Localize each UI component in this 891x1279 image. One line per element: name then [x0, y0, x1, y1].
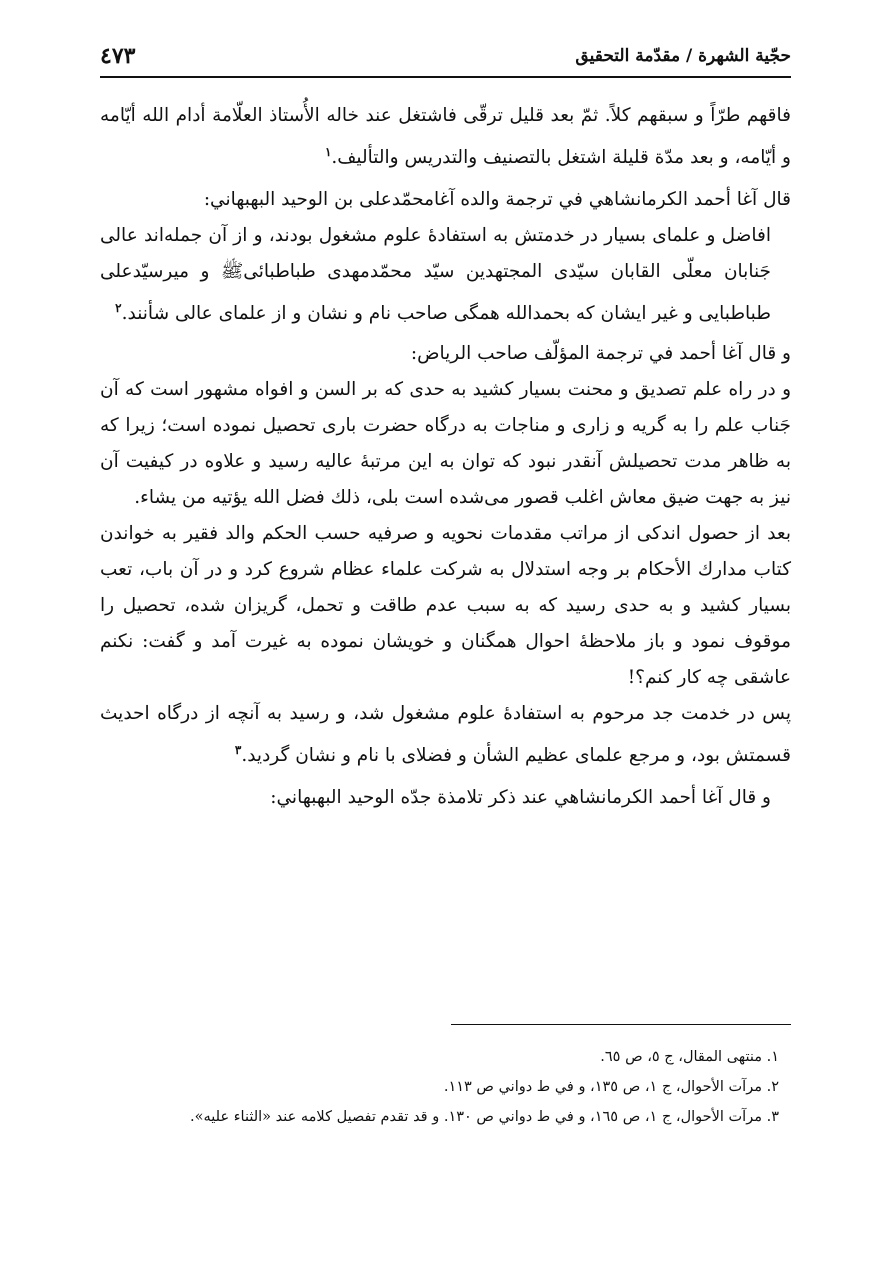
- paragraph: پس در خدمت جد مرحوم به استفادۀ علوم مشغول شد، و رسيد به آنچه از درگاه احديث قسمتش بود، و مرجع علماى عظيم الشأن و فضلاى با نام و نشان گرديد.$^٣$: [100, 703, 791, 767]
- running-header: [100, 36, 791, 78]
- footnote: ٢. مرآت الأحوال، ج ١، ص ١٣٥، و في ط دواني ص ١١٣.: [443, 1079, 779, 1095]
- paragraph: و قال آغا أحمد في ترجمة المؤلّف صاحب الرياض:: [410, 343, 791, 365]
- paragraph: قال آغا أحمد الكرمانشاهي في ترجمة والده آغامحمّدعلى بن الوحيد البهبهاني:: [203, 189, 791, 211]
- main-text: [100, 98, 791, 816]
- page-number: ٤٧٣: [100, 43, 136, 69]
- footnote: ١. منتهى المقال، ج ٥، ص ٦٥.: [600, 1049, 779, 1065]
- footnote-marker: ١: [324, 145, 332, 159]
- footnote-marker: ٢: [115, 301, 122, 316]
- footnote-divider: [451, 1024, 791, 1025]
- footnote-marker: ٣: [234, 743, 242, 758]
- footnote: ٣. مرآت الأحوال، ج ١، ص ١٦٥، و في ط دواني ص ١٣٠. و قد تقدم تفصيل كلامه عند «الثناء عليه».: [190, 1109, 779, 1125]
- paragraph: و قال آغا أحمد الكرمانشاهي عند ذكر تلامذة جدّه الوحيد البهبهاني:: [270, 787, 771, 809]
- paragraph: و در راه علم تصديق و محنت بسيار كشيد به حدى كه بر السن و افواه مشهور است كه آن جَناب علم را به گريه و زارى و مناجات به درگاه حضرت بارى تحصيل نموده است؛ زيرا كه به ظاهر مدت تحصيلش آنقدر نبود كه توان به اين مرتبۀ عاليه رسيد و علاوه در كيفيت آن نيز به جهت ضيق معاش اغلب قصور مى‌شده است بلى، ذلك فضل الله يؤتيه من يشاء.: [100, 379, 791, 509]
- footnotes: [100, 1042, 779, 1132]
- paragraph: بعد از حصول اندكى از مراتب مقدمات نحويه و صرفيه حسب الحكم والد فقير به خواندن كتاب مدارك الأحكام بر وجه استدلال به شركت علماء عظام شروع كرد و در آن باب، تعب بسيار كشيد و به حدى رسيد كه به سبب عدم طاقت و تحمل، گريزان شده، تحصيل را موقوف نمود و باز ملاحظۀ احوال همگنان و خويشان نموده به غيرت آمد و گفت: نكنم عاشقى چه كار كنم؟!: [100, 523, 791, 689]
- paragraph: فاقهم طرّاً و سبقهم كلاً. ثمّ بعد قليل ترقّى فاشتغل عند خاله الأُستاذ العلّامة أدام الله أيّامه و أيّامه، و بعد مدّة قليلة اشتغل بالتصنيف والتدريس والتأليف.$^١$: [100, 105, 791, 169]
- header-title: حجّية الشهرة / مقدّمة التحقيق: [575, 46, 791, 66]
- paragraph: افاضل و علماى بسيار در خدمتش به استفادۀ علوم مشغول بودند، و از آن جمله‌اند عالى جَنابان معلّى القابان سيّدى المجتهدين سيّد محمّدمهدى طباطبائى‌ﷺ و ميرسيّدعلى طباطبايى و غير ايشان كه بحمدالله همگى صاحب نام و نشان و از علماى عالى شأنند.$^٢$: [100, 225, 771, 325]
